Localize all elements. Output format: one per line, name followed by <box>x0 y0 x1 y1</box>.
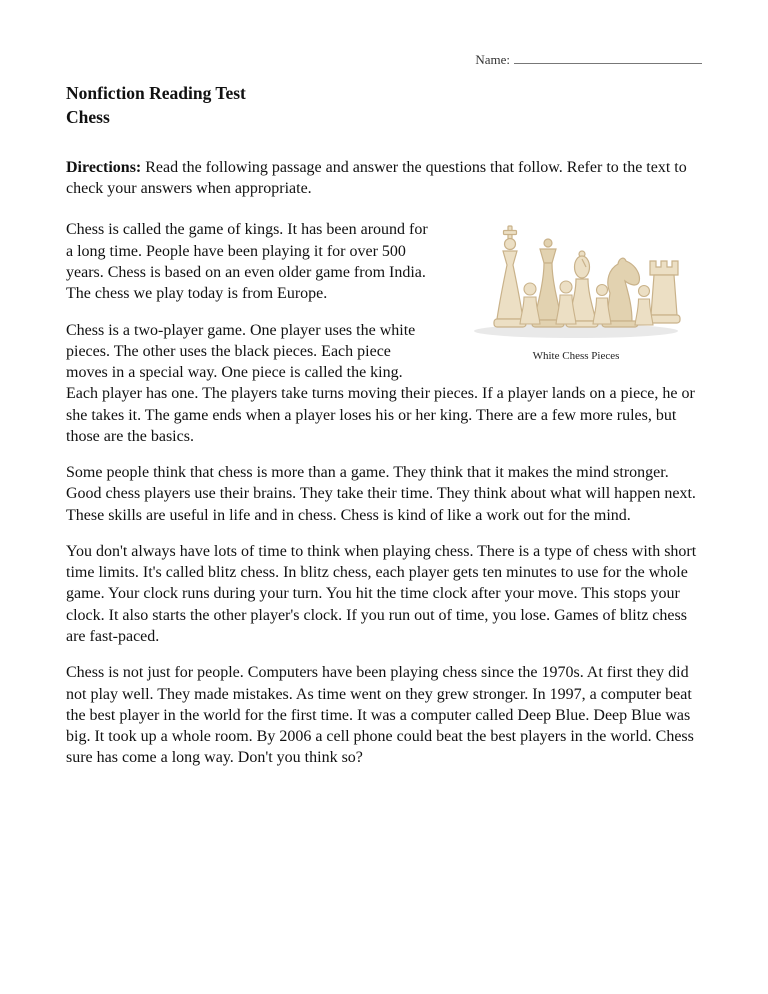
page-subtitle: Chess <box>66 106 110 127</box>
passage-paragraph-3: Some people think that chess is more than a game. They think that it makes the mind stronger. Good chess players use their brains. They take their time. They think about what will happen next. These skills are useful in life and in chess. Chess is kind of like a work out for the mind. <box>66 464 696 524</box>
name-label: Name: <box>475 52 510 67</box>
passage-paragraph-1: Chess is called the game of kings. It has been around for a long time. People have been playing it for over 500 years. Chess is based on an even older game from India. The chess we play today is from Europe. <box>66 221 428 303</box>
directions-paragraph <box>66 157 702 199</box>
passage <box>66 219 702 768</box>
directions-text: Read the following passage and answer the questions that follow. Refer to the text to check your answers when appropriate. <box>66 159 687 198</box>
chess-pieces-image <box>458 221 694 343</box>
name-row <box>66 0 702 68</box>
name-blank-line <box>514 52 702 64</box>
page-title: Nonfiction Reading Test <box>66 83 246 103</box>
passage-paragraph-5: Chess is not just for people. Computers have been playing chess since the 1970s. At first they did not play well. They made mistakes. As time went on they grew stronger. In 1997, a computer beat the best player in the world for the first time. It was a computer called Deep Blue. Deep Blue was big. It took up a whole room. By 2006 a cell phone could beat the best players in the world. Chess sure has come a long way. Don't you think so? <box>66 664 694 767</box>
passage-paragraph-4: You don't always have lots of time to think when playing chess. There is a type of chess with short time limits. It's called blitz chess. In blitz chess, each player gets ten minutes to use for the whole game. Your clock runs during your turn. You hit the time clock after your move. This stops your clock. It also starts the other player's clock. If you run out of time, you lose. Games of blitz chess are fast-paced. <box>66 542 697 645</box>
directions-label: Directions: <box>66 159 142 177</box>
passage-paragraph-2: Chess is a two-player game. One player uses the white pieces. The other uses the black pieces. Each piece moves in a special way. One piece is called the king. Each player has one. The players take turns moving their pieces. If a player lands on a piece, he or she takes it. The game ends when a player loses his or her king. There are a few more rules, but those are the basics. <box>66 321 695 445</box>
title-block <box>66 82 702 129</box>
chess-pieces-figure <box>450 221 702 364</box>
figure-caption: White Chess Pieces <box>532 350 620 363</box>
